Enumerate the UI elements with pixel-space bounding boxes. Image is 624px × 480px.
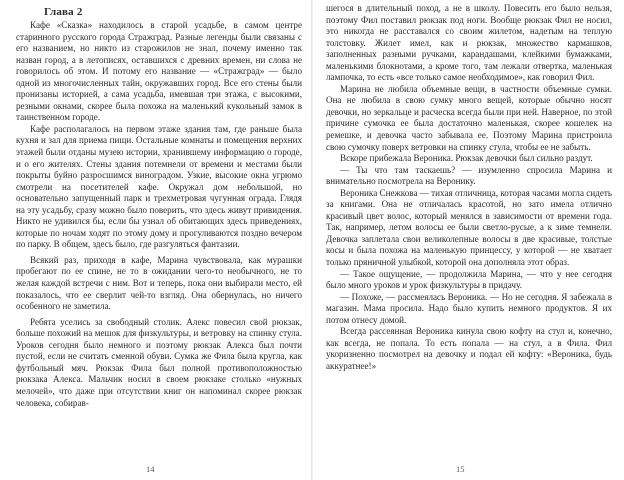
paragraph: Марина не любила объемные вещи, в частности объемные сумки. Она не любила в свою сумку много вещей, которые обычно носят девочки, но зеркальце и расческа всегда были при ней. Наверное, по этой причине сумочка ее была достаточно маленькая, скорее кошелек на ремешке, и девочка часто забывала ее. Поэтому Марина пристроила свою сумочку поверх ветровки на спинку стула, чтобы ее не забыть. (326, 83, 612, 152)
paragraph: Кафе «Сказка» находилось в старой усадьбе, в самом центре старинного русского города Стражград. Разные легенды были связаны с его названием, но никто из старожилов не знал, почему именно так назван город, а в летописях, оставшихся с древних времен, ни слова не говорилось об этом. И потому его название — «Стражград» — было одной из многочисленных тайн, окружавших город. Все его стены были пронизаны историей, а сама усадьба, имевшая три этажа, с высокими, резными окнами, скорее была похожа на маленький кукольный замок в таинственном городе. (16, 20, 302, 123)
paragraph: Вскоре прибежала Вероника. Рюкзак девочки был сильно раздут. (340, 153, 593, 164)
paragraph: Кафе располагалось на первом этаже здания там, где раньше была кухня и зал для приема пищи. Остальные комнаты и помещения верхних этажей были отданы музею истории, хранившему информацию о городе, и о его жителях. Стены здания потемнели от времени и местами были покрыты буйно разросшимся виноградом. Узкие, высокие окна угрюмо смотрели на посетителей кафе. Окружал дом небольшой, но основательно запущенный парк и трехметровая чугунная ограда. Глядя на эту усадьбу, сразу можно было поверить, что здесь живут привидения. Никто не удивился бы, если бы узнал об обитающих здесь приведениях, которые по ночам ходят по этому дому и прогуливаются поздно вечером по парку. В общем, здесь было, где разгуляться фантазии. (16, 123, 302, 250)
paragraph: — Похоже, — рассмеялась Вероника. — Но не сегодня. Я забежала в магазин. Мама просила. Надо было купить немного продуктов. Я их потом отнесу домой. (326, 291, 612, 325)
page-number: 15 (456, 464, 465, 475)
paragraph: Вероника Снежкова — тихая отличница, которая часами могла сидеть за книгами. Она не отличалась красотой, но зато имела отлично красивый цвет волос, который менялся в зависимости от времени года. Так, например, летом волосы ее были светло-русые, а к зиме темнели. Девочка заплетала свои великолепные волосы в две красивые, толстые косы и была похожа на маленькую принцессу, у которой — не хватает только пряничной улыбкой, которой она дополняла этот образ. (326, 187, 612, 268)
paragraph: шегося в длительный поход, а не в школу. Повесить его было нельзя, поэтому Фил поставил рюкзак под ноги. Вообще рюкзак Фил не носил, это никогда не расставался со своим жилетом, надетым на теплую толстовку. Жилет имел, как и рюкзак, множество кармашков, заполненных разными ручками, карандашами, клейкими бумажками, маленькими блокнотами, а кроме того, там лежали отвертка, маленькая лампочка, то есть «все только самое необходимое», как говорил Фил. (326, 3, 612, 83)
paragraph: — Ты что там таскаешь? — изумленно спросила Марина и внимательно посмотрела на Веронику. (326, 164, 612, 187)
paragraph: — Такое ощущение, — продолжила Марина, — что у нее сегодня было много уроков и урок физкультуры в придачу. (326, 268, 612, 291)
paragraph: Всегда рассеянная Вероника кинула свою кофту на стул и, конечно, как всегда, не попала. То есть попала — на стул, а в Фила. Фил укоризненно посмотрел на девочку и подал ей кофту: «Вероника, будь аккуратнее!» (326, 326, 612, 371)
paragraph: Всякий раз, приходя в кафе, Марина чувствовала, как мурашки пробегают по ее спине, не то в ожидании чего-то необычного, не то желая каждой встречи с ним. Вот и теперь, пока они выбирали место, ей показалось, что ее сверлит чей-то взгляд. Она обернулась, но ничего особенного не заметила. (16, 254, 302, 312)
chapter-title: Глава 2 (44, 6, 83, 18)
right-page (312, 0, 624, 480)
paragraph: Ребята уселись за свободный столик. Алекс повесил свой рюкзак, больше похожий на мешок для физкультуры, и ветровку на спинку стула. Уроков сегодня было немного и поэтому рюкзак Алекса был почти пустой, если не считать сменной обуви. Сумка же Фила была кругла, как футбольный мяч. Рюкзак Фила был полной противоположностью рюкзака Алекса. Мальчик носил в своем рюкзаке столько «нужных мелочей», что даже при отсутствии книг он напоминал скорее рюкзак человека, собирав- (16, 316, 302, 408)
page-number: 14 (146, 464, 155, 475)
